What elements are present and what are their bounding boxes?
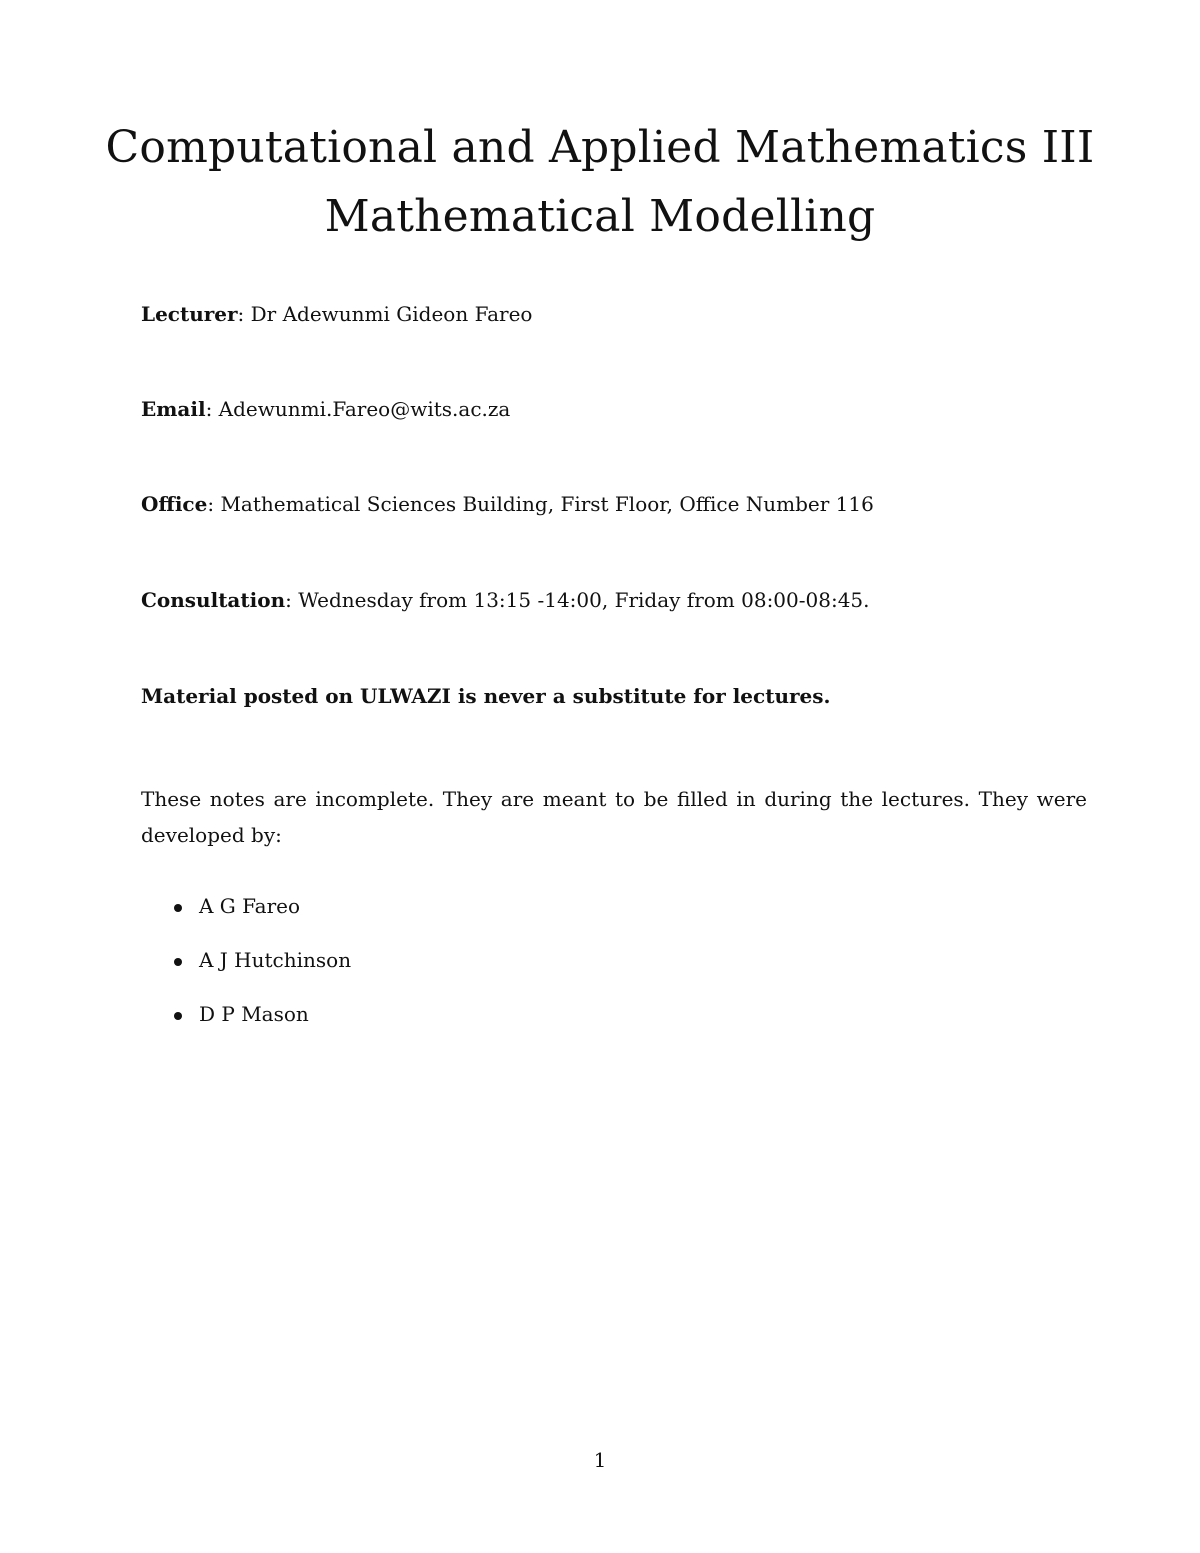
list-item (172, 1004, 351, 1058)
consultation-label: Consultation (141, 588, 286, 612)
office-label: Office (141, 492, 208, 516)
list-item (172, 896, 351, 950)
bullet-icon (174, 958, 182, 966)
bullet-icon (174, 1012, 182, 1020)
author-name: A J Hutchinson (199, 948, 352, 972)
consultation-value: : Wednesday from 13:15 -14:00, Friday from 08:00-08:45. (285, 588, 870, 612)
office-value: : Mathematical Sciences Building, First Floor, Office Number 116 (207, 492, 874, 516)
document-title: Computational and Applied Mathematics III (105, 122, 1095, 173)
email-label: Email (141, 397, 206, 421)
lecturer-line (141, 304, 532, 324)
author-list (172, 896, 351, 1058)
ulwazi-notice: Material posted on ULWAZI is never a substitute for lectures. (141, 684, 831, 708)
document-subtitle: Mathematical Modelling (324, 191, 876, 242)
office-line (141, 494, 874, 514)
intro-paragraph: These notes are incomplete. They are meant to be filled in during the lectures. They were developed by: (141, 787, 1087, 847)
lecturer-value: : Dr Adewunmi Gideon Fareo (237, 302, 533, 326)
email-line (141, 399, 510, 419)
bullet-icon (174, 904, 182, 912)
author-name: D P Mason (199, 1002, 309, 1026)
list-item (172, 950, 351, 1004)
page-number: 1 (593, 1448, 607, 1472)
author-name: A G Fareo (199, 894, 301, 918)
consultation-line (141, 590, 870, 610)
lecturer-label: Lecturer (141, 302, 238, 326)
email-value: : Adewunmi.Fareo@wits.ac.za (205, 397, 511, 421)
